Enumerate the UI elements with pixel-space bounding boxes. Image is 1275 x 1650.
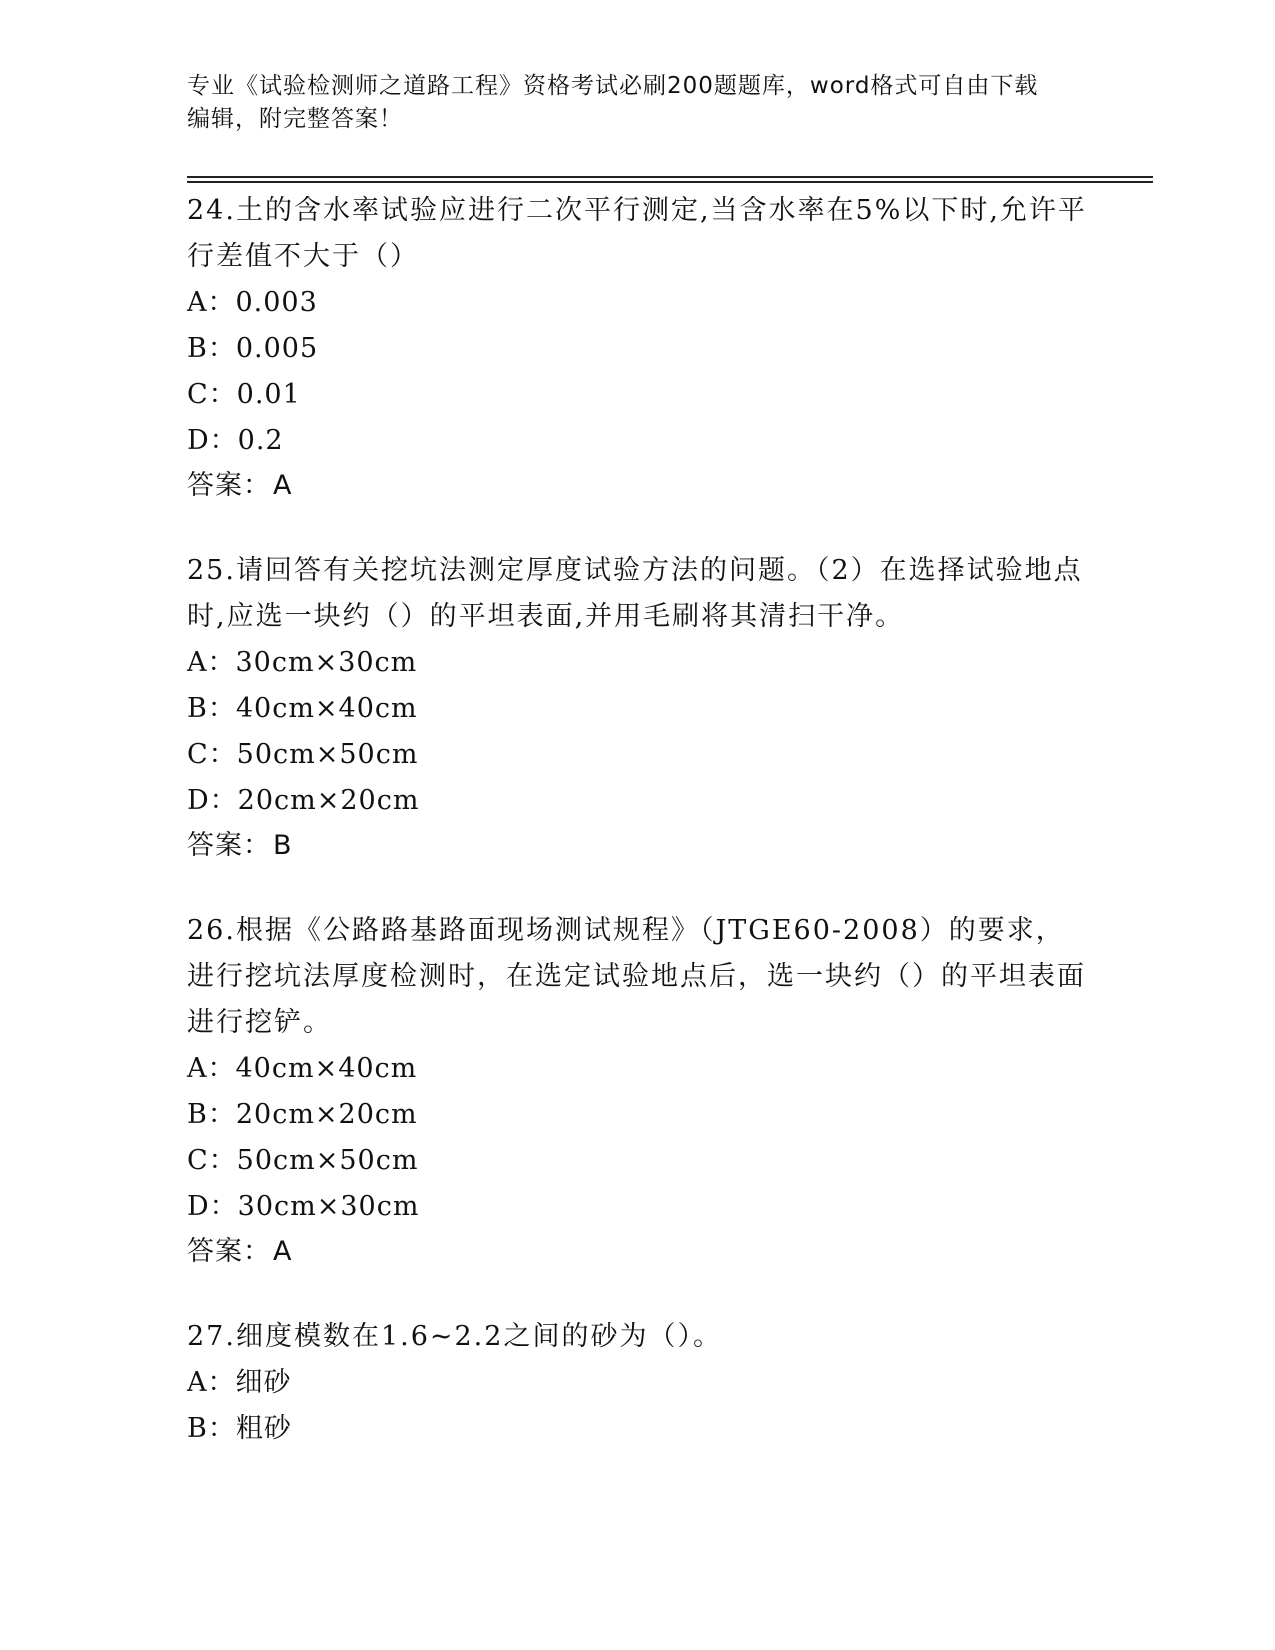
- header-divider-bottom: [187, 181, 1153, 183]
- option-d: D：0.2: [187, 425, 284, 456]
- option-c: C：50cm×50cm: [187, 1145, 419, 1176]
- option-b: B：0.005: [187, 333, 319, 364]
- option-b: B：40cm×40cm: [187, 693, 418, 724]
- answer-line: [187, 1230, 1087, 1274]
- answer-label: 答案：: [187, 830, 271, 861]
- option-a: A：细砂: [187, 1367, 292, 1398]
- answer-line: [187, 824, 1087, 868]
- answer-value: A: [273, 470, 293, 501]
- option-a: A：30cm×30cm: [187, 647, 418, 678]
- question-stem: 26.根据《公路路基路面现场测试规程》（JTGE60-2008）的要求，进行挖坑法厚度检测时，在选定试验地点后，选一块约（）的平坦表面进行挖铲。: [187, 915, 1086, 1038]
- answer-value: A: [273, 1236, 293, 1267]
- header-line-1: 专业《试验检测师之道路工程》资格考试必刷200题题库，word格式可自由下载: [187, 73, 1039, 99]
- answer-value: B: [273, 830, 293, 861]
- question-stem: 24.土的含水率试验应进行二次平行测定,当含水率在5%以下时,允许平行差值不大于（）: [187, 195, 1087, 272]
- question-list: [187, 188, 1087, 1492]
- document-header: [187, 70, 1087, 136]
- answer-line: [187, 464, 1087, 508]
- header-divider-top: [187, 176, 1153, 178]
- option-a: A：40cm×40cm: [187, 1053, 418, 1084]
- header-line-2: 编辑，附完整答案！: [187, 106, 403, 132]
- option-c: C：50cm×50cm: [187, 739, 419, 770]
- question-stem: 27.细度模数在1.6~2.2之间的砂为（）。: [187, 1321, 722, 1352]
- question-27: [187, 1314, 1087, 1452]
- question-26: [187, 908, 1087, 1274]
- option-a: A：0.003: [187, 287, 318, 318]
- option-c: C：0.01: [187, 379, 301, 410]
- question-stem: 25.请回答有关挖坑法测定厚度试验方法的问题。（2）在选择试验地点时,应选一块约（）的平坦表面,并用毛刷将其清扫干净。: [187, 555, 1083, 632]
- option-b: B：粗砂: [187, 1413, 292, 1444]
- answer-label: 答案：: [187, 1236, 271, 1267]
- option-b: B：20cm×20cm: [187, 1099, 418, 1130]
- option-d: D：20cm×20cm: [187, 785, 420, 816]
- question-24: [187, 188, 1087, 508]
- option-d: D：30cm×30cm: [187, 1191, 420, 1222]
- answer-label: 答案：: [187, 470, 271, 501]
- question-25: [187, 548, 1087, 868]
